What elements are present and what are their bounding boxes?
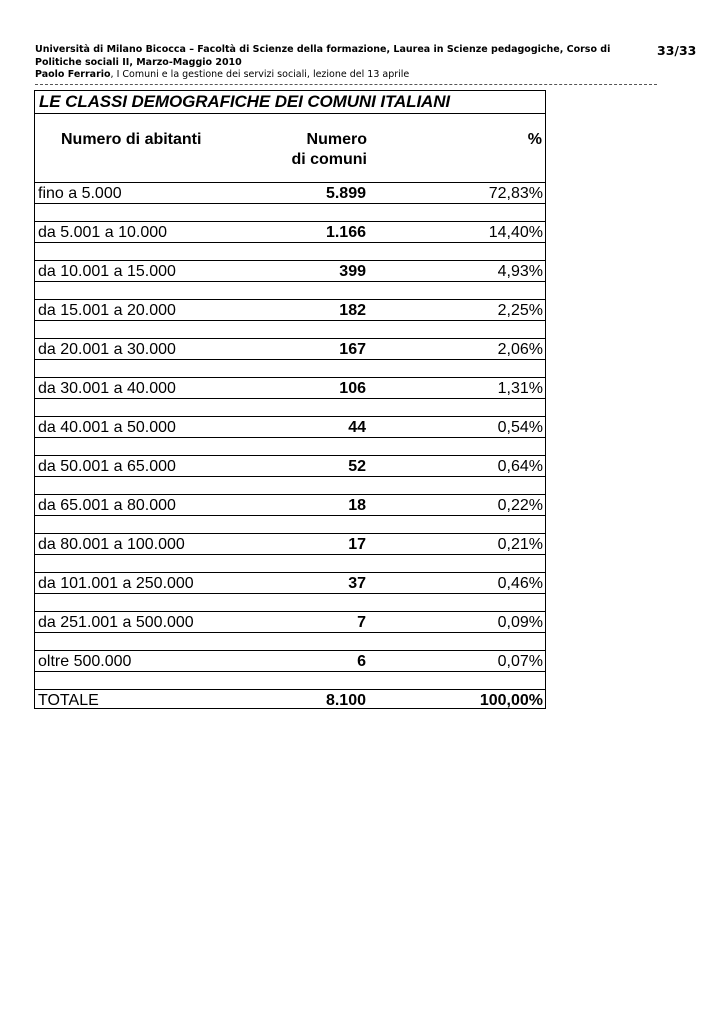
comuni-count: 17 xyxy=(348,536,366,553)
author-name: Paolo Ferrario xyxy=(35,69,111,80)
demographic-classes-table xyxy=(34,90,546,709)
column-header-abitanti: Numero di abitanti xyxy=(61,131,202,148)
class-label: da 10.001 a 15.000 xyxy=(38,263,176,280)
table-row xyxy=(35,377,545,400)
comuni-count: 6 xyxy=(357,653,366,670)
table-row xyxy=(35,572,545,595)
table-row xyxy=(35,260,545,283)
comuni-count: 8.100 xyxy=(325,692,366,709)
table-row xyxy=(35,455,545,478)
percent-value: 14,40% xyxy=(488,224,543,241)
table-row xyxy=(35,494,545,517)
class-label: da 30.001 a 40.000 xyxy=(38,380,176,397)
comuni-count: 44 xyxy=(348,419,366,436)
table-title: LE CLASSI DEMOGRAFICHE DEI COMUNI ITALIANI xyxy=(39,92,451,111)
class-label: da 251.001 a 500.000 xyxy=(38,614,194,631)
row-divider xyxy=(35,281,545,282)
table-row xyxy=(35,416,545,439)
class-label: da 20.001 a 30.000 xyxy=(38,341,176,358)
comuni-count: 167 xyxy=(339,341,366,358)
row-divider xyxy=(35,437,545,438)
row-divider xyxy=(35,593,545,594)
class-label: da 101.001 a 250.000 xyxy=(38,575,194,592)
row-divider xyxy=(35,320,545,321)
column-header-numero-comuni xyxy=(270,130,367,170)
column-header-numero-line2: di comuni xyxy=(291,151,367,168)
percent-value: 0,54% xyxy=(497,419,543,436)
class-label: da 50.001 a 65.000 xyxy=(38,458,176,475)
row-divider xyxy=(35,515,545,516)
row-divider xyxy=(35,359,545,360)
title-divider xyxy=(35,113,545,114)
percent-value: 2,06% xyxy=(497,341,543,358)
class-label: da 15.001 a 20.000 xyxy=(38,302,176,319)
class-label: oltre 500.000 xyxy=(38,653,132,670)
column-header-numero-line1: Numero xyxy=(306,131,367,148)
comuni-count: 18 xyxy=(348,497,366,514)
class-label: da 65.001 a 80.000 xyxy=(38,497,176,514)
course-line: Università di Milano Bicocca – Facoltà di Scienze della formazione, Laurea in Scienze pedagogiche, Corso di Politiche sociali II, Marzo-Maggio 2010 xyxy=(35,44,611,68)
percent-value: 0,22% xyxy=(497,497,543,514)
table-row xyxy=(35,533,545,556)
row-divider xyxy=(35,476,545,477)
class-label: TOTALE xyxy=(38,692,99,709)
percent-value: 0,07% xyxy=(497,653,543,670)
comuni-count: 106 xyxy=(339,380,366,397)
comuni-count: 37 xyxy=(348,575,366,592)
table-row xyxy=(35,650,545,673)
column-header-percent: % xyxy=(527,131,542,148)
total-row xyxy=(35,689,545,712)
table-row xyxy=(35,221,545,244)
row-divider xyxy=(35,203,545,204)
row-divider xyxy=(35,398,545,399)
class-label: da 80.001 a 100.000 xyxy=(38,536,185,553)
row-divider xyxy=(35,632,545,633)
percent-value: 1,31% xyxy=(497,380,543,397)
table-row xyxy=(35,182,545,205)
percent-value: 2,25% xyxy=(497,302,543,319)
page-number: 33/33 xyxy=(657,43,697,58)
document-header xyxy=(35,44,635,82)
comuni-count: 1.166 xyxy=(325,224,366,241)
percent-value: 0,21% xyxy=(497,536,543,553)
table-row xyxy=(35,299,545,322)
table-row xyxy=(35,338,545,361)
lecture-subtitle: , I Comuni e la gestione dei servizi sociali, lezione del 13 aprile xyxy=(110,69,410,80)
author-line xyxy=(35,69,635,82)
class-label: da 5.001 a 10.000 xyxy=(38,224,168,241)
class-label: da 40.001 a 50.000 xyxy=(38,419,176,436)
header-divider xyxy=(35,84,657,85)
percent-value: 0,64% xyxy=(497,458,543,475)
percent-value: 4,93% xyxy=(497,263,543,280)
percent-value: 100,00% xyxy=(479,692,543,709)
comuni-count: 182 xyxy=(339,302,366,319)
class-label: fino a 5.000 xyxy=(38,185,122,202)
row-divider xyxy=(35,242,545,243)
percent-value: 72,83% xyxy=(488,185,543,202)
comuni-count: 399 xyxy=(339,263,366,280)
comuni-count: 52 xyxy=(348,458,366,475)
table-row xyxy=(35,611,545,634)
comuni-count: 5.899 xyxy=(325,185,366,202)
comuni-count: 7 xyxy=(357,614,366,631)
percent-value: 0,09% xyxy=(497,614,543,631)
percent-value: 0,46% xyxy=(497,575,543,592)
row-divider xyxy=(35,554,545,555)
row-divider xyxy=(35,671,545,672)
